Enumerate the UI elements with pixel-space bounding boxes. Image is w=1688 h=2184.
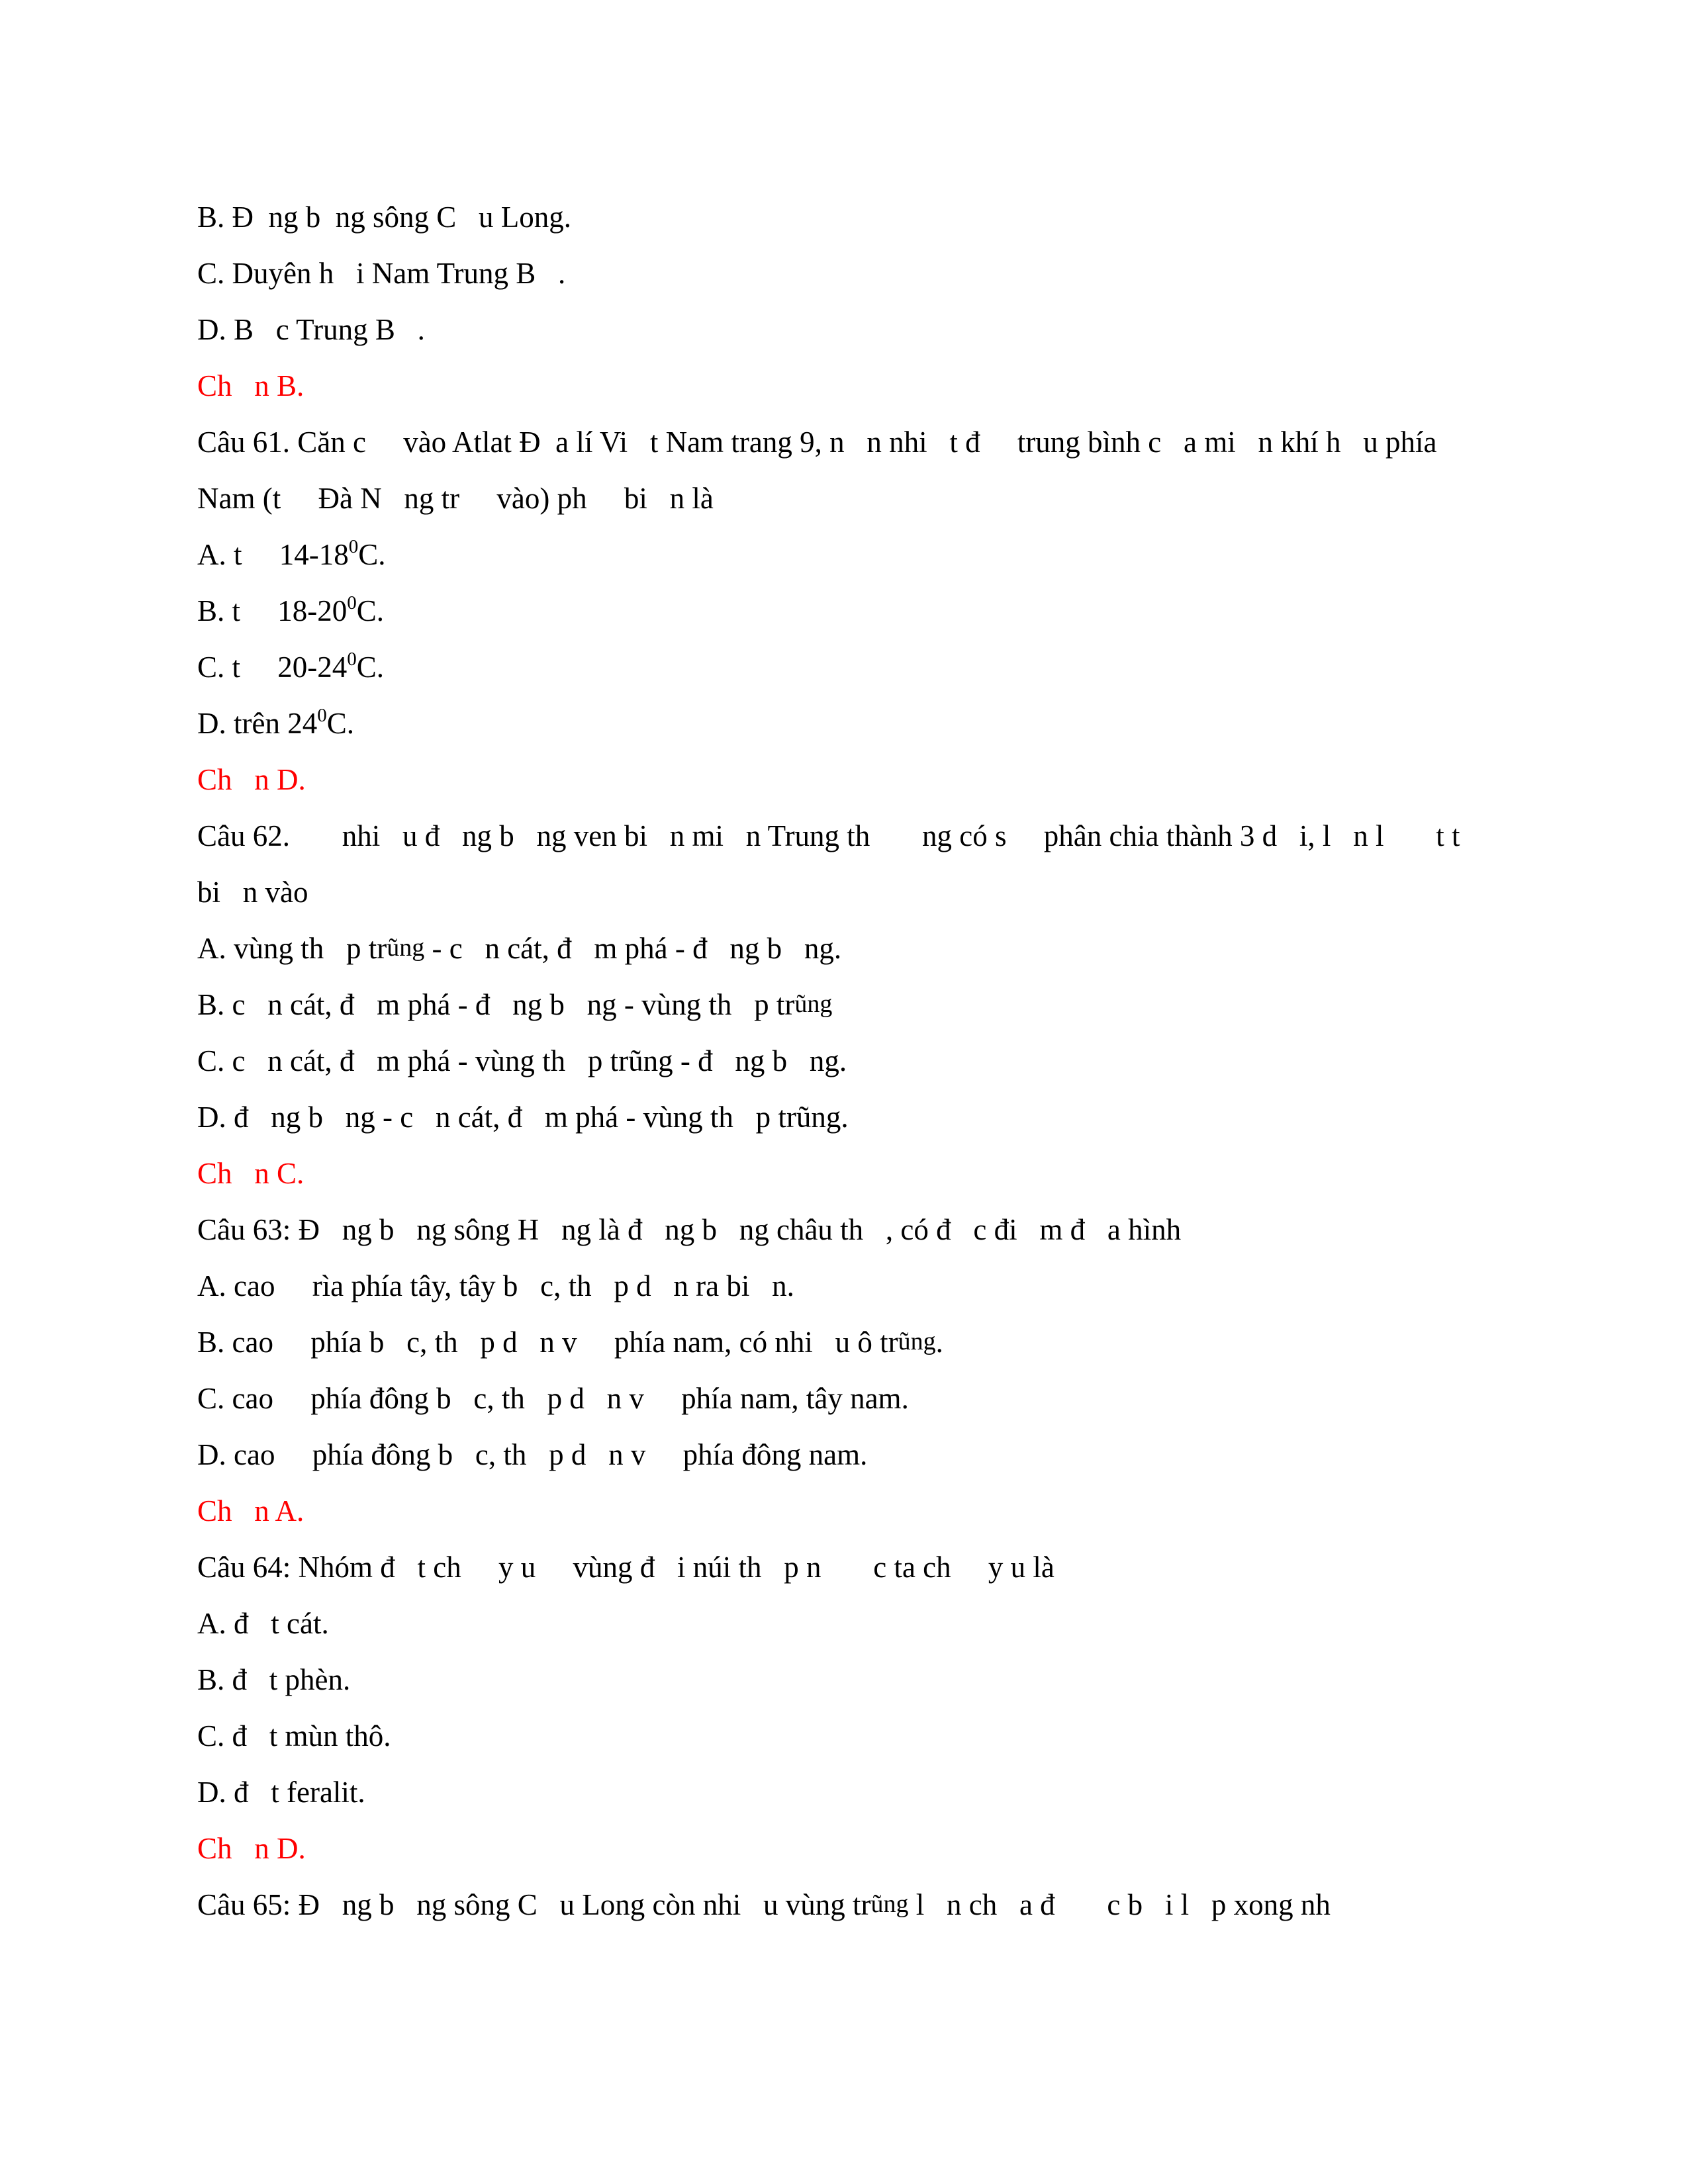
question-62: Câu 62. nhi u đ ng b ng ven bi n mi n Trung th ng có s phân chia thành 3 d i, l n l t t <box>197 819 1460 852</box>
option-text: A. vùng th p tr <box>197 932 387 965</box>
option-line: B. đ t phèn. <box>197 1663 351 1696</box>
text-line: D. B c Trung B . <box>197 313 425 346</box>
option-line: A. cao rìa phía tây, tây b c, th p d n ra bi n. <box>197 1269 794 1302</box>
option-line: C. cao phía đông b c, th p d n v phía nam, tây nam. <box>197 1382 909 1415</box>
question-65 <box>197 1885 1331 1927</box>
question-text: l n ch a đ c b i l p xong nh <box>908 1888 1331 1921</box>
option-unit: C. <box>356 594 385 627</box>
answer-line: Ch n C. <box>197 1157 305 1190</box>
option-line <box>197 1322 943 1364</box>
option-line <box>197 985 832 1026</box>
text-line: Nam (t Đà N ng tr vào) ph bi n là <box>197 482 714 515</box>
option-line: C. đ t mùn thô. <box>197 1719 391 1752</box>
option-text-raised: ũng <box>387 934 425 962</box>
superscript: 0 <box>347 592 357 614</box>
option-line <box>197 535 386 578</box>
option-text: . <box>935 1326 943 1359</box>
answer-line: Ch n D. <box>197 1832 306 1865</box>
answer-line: Ch n B. <box>197 369 305 402</box>
question-text-raised: ũng <box>870 1890 909 1918</box>
option-line <box>197 929 841 970</box>
option-text: - c n cát, đ m phá - đ ng b ng. <box>424 932 842 965</box>
option-line: A. đ t cát. <box>197 1607 329 1640</box>
option-text-raised: ũng <box>794 990 833 1018</box>
option-text: A. t 14-18 <box>197 538 349 571</box>
option-text: B. cao phía b c, th p d n v phía nam, có nhi u ô tr <box>197 1326 898 1359</box>
option-unit: C. <box>358 538 386 571</box>
question-63: Câu 63: Đ ng b ng sông H ng là đ ng b ng châu th , có đ c đi m đ a hình <box>197 1213 1182 1246</box>
option-unit: C. <box>356 651 385 684</box>
option-line: D. cao phía đông b c, th p d n v phía đông nam. <box>197 1438 868 1471</box>
option-text: D. trên 24 <box>197 707 318 740</box>
text-line: C. Duyên h i Nam Trung B . <box>197 257 566 290</box>
answer-line: Ch n A. <box>197 1494 305 1527</box>
superscript: 0 <box>317 705 327 726</box>
answer-line: Ch n D. <box>197 763 306 796</box>
option-line <box>197 591 384 635</box>
option-text: C. t 20-24 <box>197 651 348 684</box>
option-unit: C. <box>326 707 354 740</box>
option-line: D. đ ng b ng - c n cát, đ m phá - vùng th p trũng. <box>197 1101 849 1134</box>
option-line: C. c n cát, đ m phá - vùng th p trũng - đ ng b ng. <box>197 1044 847 1077</box>
option-line <box>197 704 354 747</box>
option-text: B. t 18-20 <box>197 594 348 627</box>
option-text: B. c n cát, đ m phá - đ ng b ng - vùng th p tr <box>197 988 795 1021</box>
question-text: Câu 65: Đ ng b ng sông C u Long còn nhi u vùng tr <box>197 1888 871 1921</box>
option-line: D. đ t feralit. <box>197 1776 365 1809</box>
text-line: bi n vào <box>197 876 308 909</box>
option-text-raised: ũng <box>898 1328 936 1355</box>
question-64: Câu 64: Nhóm đ t ch y u vùng đ i núi th p n c ta ch y u là <box>197 1551 1055 1584</box>
superscript: 0 <box>348 536 359 557</box>
question-61: Câu 61. Căn c vào Atlat Đ a lí Vi t Nam trang 9, n n nhi t đ trung bình c a mi n khí h u phía <box>197 426 1437 459</box>
text-line: B. Đ ng b ng sông C u Long. <box>197 201 572 234</box>
option-line <box>197 647 384 691</box>
superscript: 0 <box>347 649 357 670</box>
